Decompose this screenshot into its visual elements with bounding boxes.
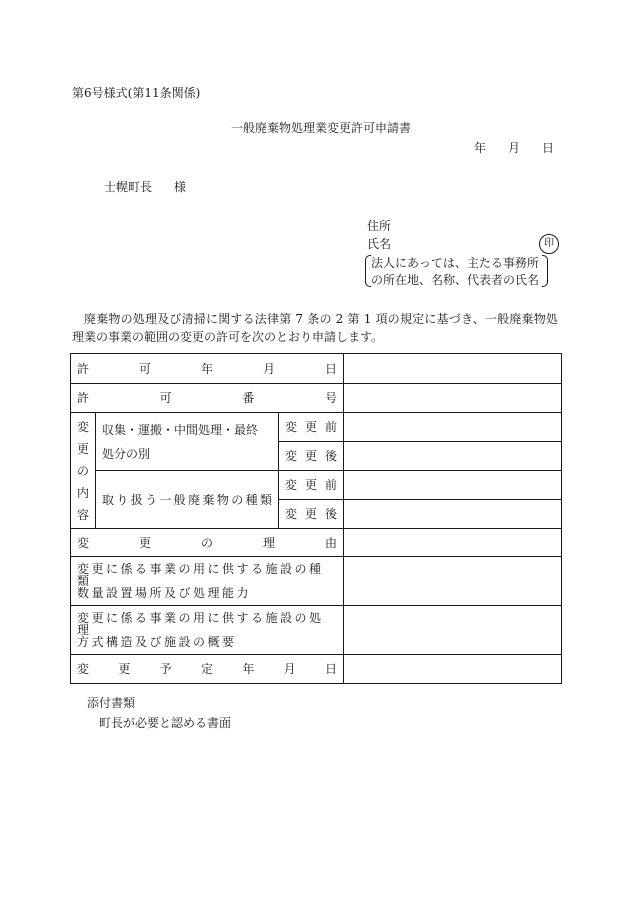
applicant-note-line2: の所在地、名称、代表者の氏名 xyxy=(371,273,540,287)
method-field[interactable] xyxy=(344,606,562,655)
body-text-line1: 廃棄物の処理及び清掃に関する法律第 7 条の 2 第 1 項の規定に基づき、一般廃棄物処 xyxy=(84,312,559,326)
permit-date-label: 許 可 年 月 日 xyxy=(71,354,344,384)
planned-date-label: 変 更 予 定 年 月 日 xyxy=(71,655,344,684)
form-number: 第6号様式(第11条関係) xyxy=(72,86,201,100)
collection-type-label: 収集・運搬・中間処理・最終 処分の別 xyxy=(96,413,279,471)
permit-date-field[interactable] xyxy=(344,354,562,384)
permit-number-field[interactable] xyxy=(344,384,562,413)
change-content-label: 変 更 の 内 容 xyxy=(71,413,96,529)
permit-number-label: 許 可 番 号 xyxy=(71,384,344,413)
seal-mark xyxy=(539,234,559,254)
application-table xyxy=(70,353,562,684)
document-title: 一般廃棄物処理業変更許可申請書 xyxy=(231,121,412,135)
method-label: 変更に係る事業の用に供する施設の処理 方式構造及び施設の概要 xyxy=(71,606,344,655)
note-right-bracket xyxy=(542,255,548,287)
date-year-char: 年 xyxy=(474,141,487,155)
row-waste-before xyxy=(71,471,562,500)
applicant-note-line1: 法人にあっては、主たる事務所 xyxy=(371,256,539,270)
facility-label: 変更に係る事業の用に供する施設の種類 数量設置場所及び処理能力 xyxy=(71,557,344,606)
addressee-honorific: 様 xyxy=(174,180,187,194)
facility-field[interactable] xyxy=(344,557,562,606)
waste-after-field[interactable] xyxy=(344,500,562,529)
date-month-char: 月 xyxy=(507,141,520,155)
row-reason xyxy=(71,529,562,557)
name-label: 氏名 xyxy=(367,237,392,251)
row-type-before xyxy=(71,413,562,442)
reason-label: 変 更 の 理 由 xyxy=(71,529,344,557)
type-after-label: 変 更 後 xyxy=(279,442,344,471)
body-text-line2: 理業の事業の範囲の変更の許可を次のとおり申請します。 xyxy=(72,330,384,344)
row-planned-date xyxy=(71,655,562,684)
date-line xyxy=(474,142,554,154)
address-label: 住所 xyxy=(367,219,392,233)
reason-field[interactable] xyxy=(344,529,562,557)
type-before-field[interactable] xyxy=(344,413,562,442)
waste-type-label: 取 り 扱 う 一 般 廃 棄 物 の 種 類 xyxy=(96,471,279,529)
attachment-item: 町長が必要と認める書面 xyxy=(99,716,232,730)
addressee-name: 士幌町長 xyxy=(104,180,153,194)
waste-before-field[interactable] xyxy=(344,471,562,500)
attachments-heading: 添付書類 xyxy=(87,696,136,710)
waste-after-label: 変 更 後 xyxy=(279,500,344,529)
row-permit-date xyxy=(71,354,562,384)
waste-before-label: 変 更 前 xyxy=(279,471,344,500)
type-before-label: 変 更 前 xyxy=(279,413,344,442)
row-facility xyxy=(71,557,562,606)
row-permit-number xyxy=(71,384,562,413)
date-day-char: 日 xyxy=(541,141,554,155)
row-method xyxy=(71,606,562,655)
type-after-field[interactable] xyxy=(344,442,562,471)
planned-date-field[interactable] xyxy=(344,655,562,684)
seal-char: 印 xyxy=(544,238,554,249)
